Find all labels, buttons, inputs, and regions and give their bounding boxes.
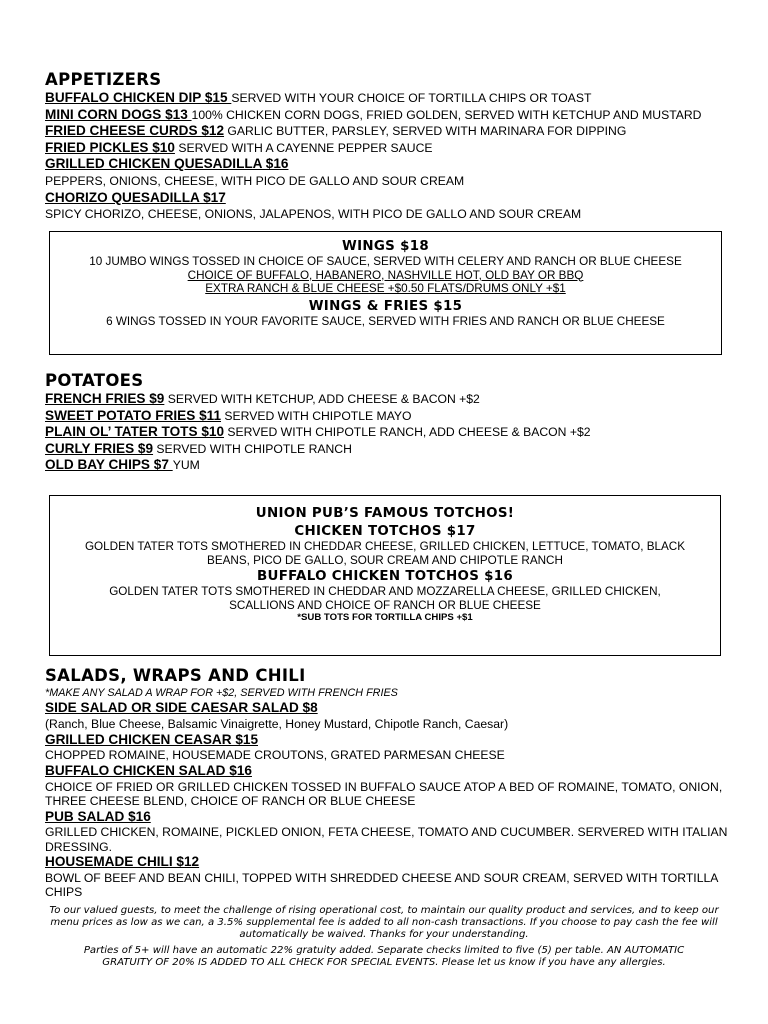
item-desc: SERVED WITH KETCHUP, ADD CHEESE & BACON +$2 — [164, 392, 480, 406]
item-name: FRIED CHEESE CURDS $12 — [45, 123, 225, 139]
menu-item — [45, 441, 745, 458]
item-name: FRIED PICKLES $10 — [45, 139, 175, 155]
menu-item-name: SIDE SALAD OR SIDE CAESAR SALAD $8 — [45, 700, 318, 715]
chicken-totchos-desc: GOLDEN TATER TOTS SMOTHERED IN CHEDDAR CHEESE, GRILLED CHICKEN, LETTUCE, TOMATO, BLACK — [84, 540, 686, 553]
item-name: OLD BAY CHIPS $7 — [45, 457, 173, 473]
menu-item-name — [45, 156, 745, 173]
wings-sauces: CHOICE OF BUFFALO, HABANERO, NASHVILLE HOT, OLD BAY OR BBQ — [187, 268, 584, 282]
totchos-box — [49, 495, 721, 656]
wings-extras: EXTRA RANCH & BLUE CHEESE +$0.50 FLATS/DRUMS ONLY +$1 — [205, 282, 566, 296]
item-desc: BOWL OF BEEF AND BEAN CHILI, TOPPED WITH SHREDDED CHEESE AND SOUR CREAM, SERVED WITH TORTILLA CHIPS — [45, 870, 718, 899]
item-desc: GRILLED CHICKEN, ROMAINE, PICKLED ONION, FETA CHEESE, TOMATO AND CUCUMBER. SERVERED WITH ITALIAN DRESSING. — [45, 825, 728, 854]
buffalo-totchos-desc-2: SCALLIONS AND CHOICE OF RANCH OR BLUE CHEESE — [229, 598, 541, 612]
potatoes-section — [45, 371, 745, 474]
item-name: FRENCH FRIES $9 — [45, 391, 165, 406]
menu-item-name — [45, 190, 745, 207]
menu-item — [45, 391, 745, 408]
wings-title: WINGS $18 — [342, 239, 429, 254]
item-name: GRILLED CHICKEN QUESADILLA $16 — [45, 156, 289, 172]
item-desc: (Ranch, Blue Cheese, Balsamic Vinaigrette, Honey Mustard, Chipotle Ranch, Caesar) — [45, 716, 509, 731]
item-desc: SERVED WITH A CAYENNE PEPPER SAUCE — [174, 140, 433, 155]
wings-box — [49, 231, 722, 355]
appetizers-section — [45, 70, 745, 223]
appetizers-title: APPETIZERS — [45, 70, 162, 89]
menu-item — [45, 123, 745, 140]
item-name: BUFFALO CHICKEN DIP $15 — [45, 90, 232, 105]
item-name: CHORIZO QUESADILLA $17 — [45, 189, 226, 205]
item-desc: SPICY CHORIZO, CHEESE, ONIONS, JALAPENOS, WITH PICO DE GALLO AND SOUR CREAM — [45, 207, 582, 222]
item-desc: SERVED WITH CHIPOTLE RANCH — [153, 441, 352, 456]
item-desc: YUM — [172, 458, 200, 473]
gratuity-notice: Parties of 5+ will have an automatic 22% gratuity added. Separate checks limited to five (5) per table. AN AUTOMATIC GRATUITY OF 20% IS ADDED TO ALL CHECK FOR SPECIAL EVENTS. Please let us know if you have any allergies. — [83, 945, 685, 969]
menu-item — [45, 90, 745, 107]
salads-title: SALADS, WRAPS AND CHILI — [45, 666, 306, 685]
item-name: PLAIN OL’ TATER TOTS $10 — [45, 424, 225, 440]
wings-fries-title: WINGS & FRIES $15 — [308, 298, 463, 314]
item-desc: CHOICE OF FRIED OR GRILLED CHICKEN TOSSED IN BUFFALO SAUCE ATOP A BED OF ROMAINE, TOMATO, ONION, THREE CHEESE BLEND, CHOICE OF RANCH OR BLUE CHEESE — [45, 779, 723, 809]
menu-item-name: PUB SALAD $16 — [45, 808, 151, 824]
totchos-title: UNION PUB’S FAMOUS TOTCHOS! — [255, 506, 515, 521]
menu-item-name: HOUSEMADE CHILI $12 — [45, 854, 200, 869]
item-name: SWEET POTATO FRIES $11 — [45, 407, 222, 423]
fee-notice: To our valued guests, to meet the challenge of rising operational cost, to maintain our quality product and services, and to keep our menu prices as low as we can, a 3.5% supplemental fee is added to all non-cash transactions. If you choose to pay cash the fee will automatically be waived. Thanks for your understanding. — [49, 905, 719, 940]
item-desc: SERVED WITH CHIPOTLE MAYO — [221, 408, 412, 423]
chicken-totchos-desc-2: BEANS, PICO DE GALLO, SOUR CREAM AND CHIPOTLE RANCH — [207, 553, 563, 567]
menu-item — [45, 457, 745, 474]
item-desc: SERVED WITH CHIPOTLE RANCH, ADD CHEESE & BACON +$2 — [224, 425, 591, 440]
item-desc: SERVED WITH YOUR CHOICE OF TORTILLA CHIPS OR TOAST — [231, 91, 592, 105]
menu-item — [45, 107, 745, 124]
menu-item — [45, 140, 745, 157]
menu-item — [45, 424, 745, 441]
potatoes-title: POTATOES — [45, 371, 144, 390]
item-desc: GARLIC BUTTER, PARSLEY, SERVED WITH MARINARA FOR DIPPING — [224, 124, 627, 139]
item-desc: PEPPERS, ONIONS, CHEESE, WITH PICO DE GALLO AND SOUR CREAM — [45, 173, 465, 188]
salad-wrap-note: *MAKE ANY SALAD A WRAP FOR +$2, SERVED WITH FRENCH FRIES — [45, 687, 398, 699]
menu-item — [45, 408, 745, 425]
buffalo-totchos-desc: GOLDEN TATER TOTS SMOTHERED IN CHEDDAR AND MOZZARELLA CHEESE, GRILLED CHICKEN, — [109, 585, 661, 599]
wings-fries-desc: 6 WINGS TOSSED IN YOUR FAVORITE SAUCE, SERVED WITH FRIES AND RANCH OR BLUE CHEESE — [106, 314, 665, 328]
footer-notices — [36, 905, 732, 969]
item-desc: CHOPPED ROMAINE, HOUSEMADE CROUTONS, GRATED PARMESAN CHEESE — [45, 748, 505, 763]
menu-item-name: GRILLED CHICKEN CEASAR $15 — [45, 731, 258, 747]
buffalo-totchos-title: BUFFALO CHICKEN TOTCHOS $16 — [257, 569, 513, 585]
sub-tots-note: *SUB TOTS FOR TORTILLA CHIPS +$1 — [297, 612, 473, 624]
item-name: CURLY FRIES $9 — [45, 440, 154, 456]
item-desc: 100% CHICKEN CORN DOGS, FRIED GOLDEN, SERVED WITH KETCHUP AND MUSTARD — [191, 107, 702, 122]
chicken-totchos-title: CHICKEN TOTCHOS $17 — [294, 524, 476, 539]
wings-desc: 10 JUMBO WINGS TOSSED IN CHOICE OF SAUCE, SERVED WITH CELERY AND RANCH OR BLUE CHEESE — [89, 255, 682, 268]
salads-section — [45, 666, 735, 899]
item-name: MINI CORN DOGS $13 — [45, 106, 192, 122]
menu-item-name: BUFFALO CHICKEN SALAD $16 — [45, 763, 252, 779]
